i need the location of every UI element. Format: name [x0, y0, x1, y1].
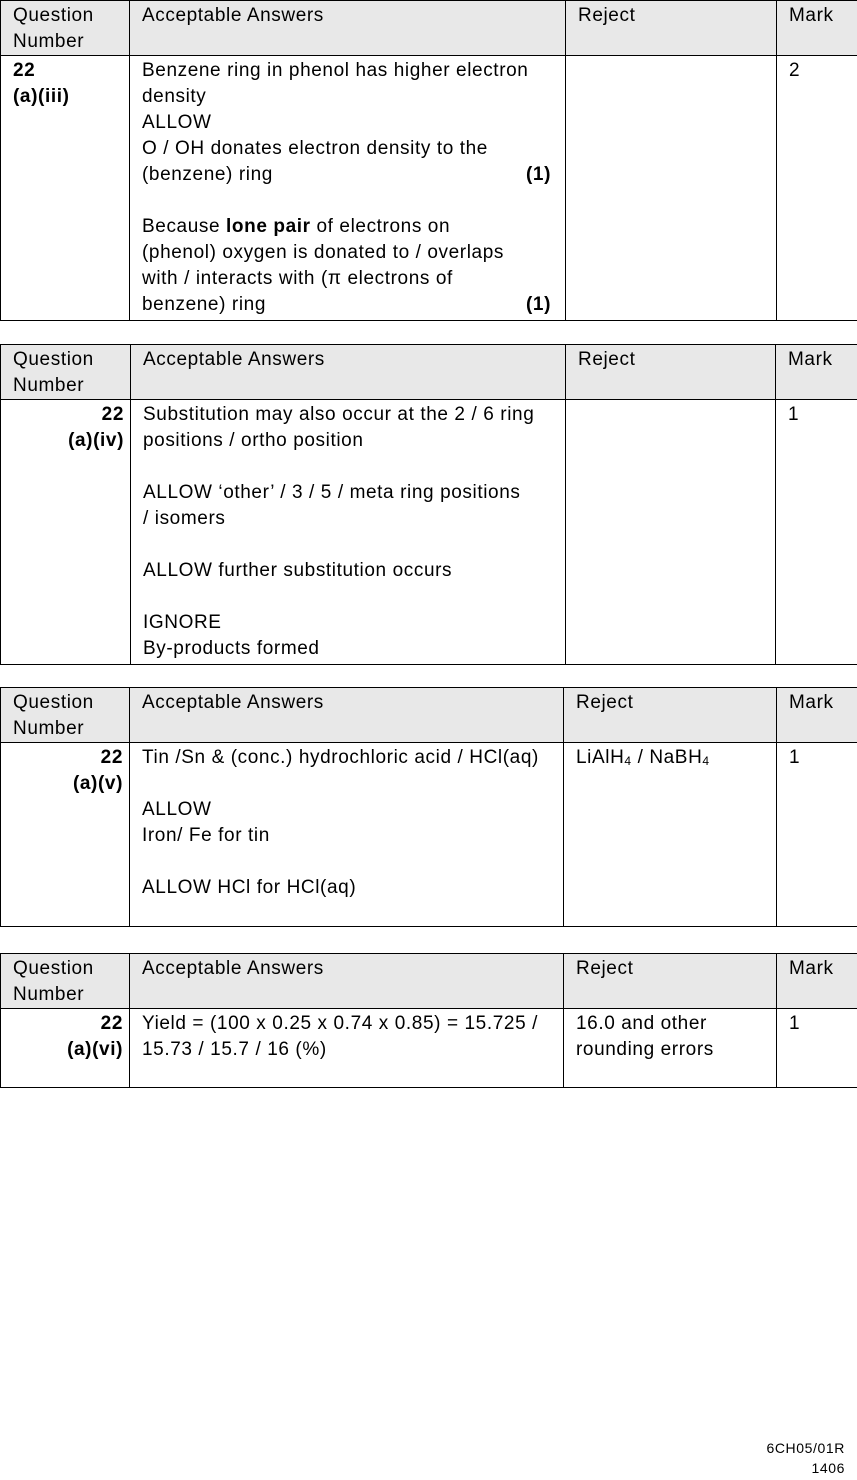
header-reject: Reject — [566, 345, 776, 400]
reject-cell: 16.0 and other rounding errors — [564, 1009, 777, 1088]
mark-scheme-table-a-vi — [0, 953, 857, 1088]
header-acceptable-answers: Acceptable Answers — [130, 1, 566, 56]
mark-scheme-table-a-iii — [0, 0, 857, 321]
header-mark: Mark — [777, 1, 857, 56]
header-reject: Reject — [564, 954, 777, 1009]
mark-scheme-table-a-iv — [0, 344, 857, 665]
reject-cell — [566, 56, 777, 321]
question-part: (a)(v) — [72, 773, 123, 794]
page-footer — [766, 1438, 845, 1478]
answer-line — [142, 214, 512, 318]
question-number-cell — [1, 1009, 130, 1088]
header-acceptable-answers: Acceptable Answers — [130, 954, 564, 1009]
answer-bold-text: lone pair — [226, 216, 311, 237]
answer-line: ALLOW further substitution occurs — [143, 560, 453, 581]
reject-text: / NaBH — [631, 747, 703, 768]
answer-line-with-mark — [142, 214, 551, 318]
mark-cell: 1 — [776, 400, 857, 665]
header-question-number: Question Number — [1, 688, 130, 743]
answer-line: ALLOW HCl for HCl(aq) — [142, 877, 357, 898]
question-part: (a)(vi) — [67, 1039, 123, 1060]
answer-allow: ALLOW — [142, 799, 212, 820]
reject-subscript: 4 — [624, 754, 632, 768]
header-mark: Mark — [777, 954, 857, 1009]
table-header-row — [1, 688, 857, 743]
table-row — [1, 400, 857, 665]
mark-scheme-table-a-v — [0, 687, 857, 927]
table-row — [1, 56, 857, 321]
question-number-cell — [1, 743, 130, 927]
header-reject: Reject — [564, 688, 777, 743]
table-header-row — [1, 954, 857, 1009]
answer-line: ALLOW ‘other’ / 3 / 5 / meta ring positions / isomers — [143, 482, 521, 529]
answer-line: O / OH donates electron density to the (benzene) ring — [142, 138, 488, 185]
reject-subscript: 4 — [702, 754, 710, 768]
answer-line: Substitution may also occur at the 2 / 6 ring positions / ortho position — [143, 404, 535, 451]
table-header-row — [1, 1, 857, 56]
answer-line: Iron/ Fe for tin — [142, 825, 270, 846]
reject-text: LiAlH — [576, 747, 625, 768]
table-row — [1, 743, 857, 927]
answer-line: Tin /Sn & (conc.) hydrochloric acid / HCl(aq) — [142, 747, 539, 768]
answer-allow: ALLOW — [142, 112, 212, 133]
question-part: (a)(iii) — [13, 86, 70, 107]
answer-line: By-products formed — [143, 638, 320, 659]
question-part: (a)(iv) — [68, 430, 124, 451]
header-reject: Reject — [566, 1, 777, 56]
paper-code: 6CH05/01R — [766, 1440, 845, 1456]
answer-line-with-mark — [142, 136, 551, 188]
reject-cell — [564, 743, 777, 927]
header-question-number: Question Number — [1, 345, 131, 400]
question-number: 22 — [100, 1013, 123, 1034]
acceptable-answers-cell — [130, 56, 566, 321]
header-question-number: Question Number — [1, 954, 130, 1009]
sub-mark: (1) — [525, 294, 551, 315]
paper-date: 1406 — [811, 1460, 845, 1476]
acceptable-answers-cell — [130, 743, 564, 927]
mark-cell: 2 — [777, 56, 857, 321]
header-question-number: Question Number — [1, 1, 130, 56]
question-number: 22 — [101, 404, 124, 425]
acceptable-answers-cell: Yield = (100 x 0.25 x 0.74 x 0.85) = 15.725 / 15.73 / 15.7 / 16 (%) — [130, 1009, 564, 1088]
table-header-row — [1, 345, 857, 400]
question-number-cell — [1, 400, 131, 665]
answer-line: Benzene ring in phenol has higher electron density — [142, 60, 529, 107]
mark-cell: 1 — [777, 1009, 857, 1088]
sub-mark: (1) — [525, 164, 551, 185]
reject-cell — [566, 400, 776, 665]
question-number: 22 — [100, 747, 123, 768]
header-acceptable-answers: Acceptable Answers — [130, 688, 564, 743]
answer-text: of electrons on (phenol) oxygen is donated to / overlaps with / interacts with (π electrons of benzene) ring — [142, 216, 504, 315]
header-mark: Mark — [776, 345, 857, 400]
table-row — [1, 1009, 857, 1088]
question-number: 22 — [13, 60, 36, 81]
answer-ignore: IGNORE — [143, 612, 222, 633]
answer-text: Because — [142, 216, 227, 237]
question-number-cell — [1, 56, 130, 321]
header-acceptable-answers: Acceptable Answers — [131, 345, 566, 400]
header-mark: Mark — [777, 688, 857, 743]
mark-cell: 1 — [777, 743, 857, 927]
acceptable-answers-cell — [131, 400, 566, 665]
